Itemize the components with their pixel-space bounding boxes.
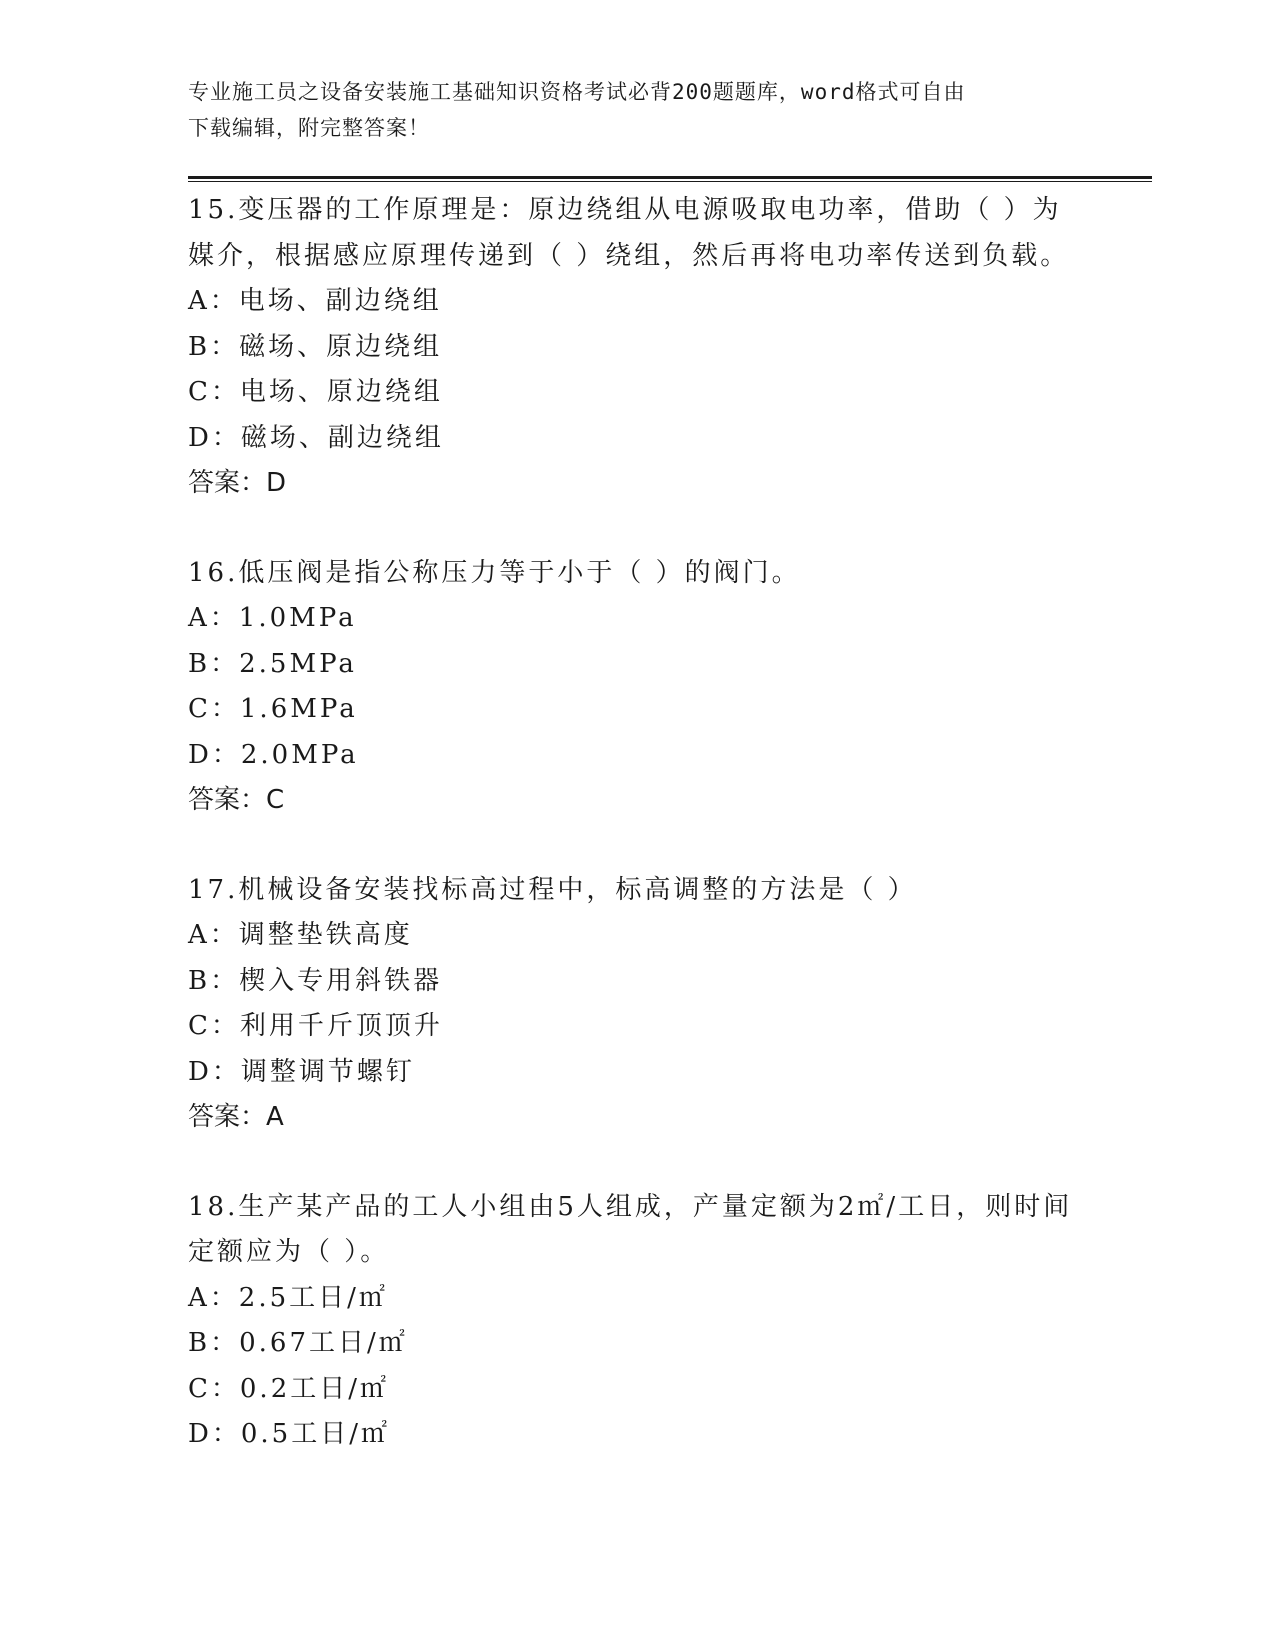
option-c: C：利用千斤顶顶升 — [188, 1011, 443, 1041]
option-a: A：1.0MPa — [188, 603, 357, 633]
question-spacer — [188, 507, 1088, 551]
question-list — [188, 188, 1088, 1458]
option-c: C：电场、原边绕组 — [188, 377, 443, 407]
question-18 — [188, 1185, 1088, 1458]
option-b: B：磁场、原边绕组 — [188, 331, 443, 362]
question-stem-line-1: 18.生产某产品的工人小组由5人组成，产量定额为2㎡/工日，则时间 — [188, 1191, 1073, 1222]
option-d: D：调整调节螺钉 — [188, 1056, 415, 1087]
answer-line: 答案：C — [188, 785, 285, 815]
question-stem-line-1: 16.低压阀是指公称压力等于小于（ ）的阀门。 — [188, 557, 801, 588]
option-d: D：2.0MPa — [188, 739, 359, 770]
option-c: C：0.2工日/㎡ — [188, 1373, 390, 1404]
header-divider-thin — [188, 181, 1152, 182]
document-header — [188, 74, 1068, 146]
header-title-line-2: 下载编辑，附完整答案！ — [188, 116, 430, 140]
answer-line: 答案：D — [188, 468, 287, 498]
question-spacer — [188, 824, 1088, 868]
option-d: D：0.5工日/㎡ — [188, 1419, 390, 1449]
question-stem-line-1: 17.机械设备安装找标高过程中，标高调整的方法是（ ） — [188, 874, 917, 905]
option-c: C：1.6MPa — [188, 694, 358, 724]
option-b: B：楔入专用斜铁器 — [188, 965, 443, 996]
question-17 — [188, 868, 1088, 1141]
question-spacer — [188, 1141, 1088, 1185]
question-stem-line-2: 媒介，根据感应原理传递到（ ）绕组，然后再将电功率传送到负载。 — [188, 240, 1070, 271]
header-title-line-1: 专业施工员之设备安装施工基础知识资格考试必背200题题库，word格式可自由 — [188, 80, 966, 104]
question-stem-line-1: 15.变压器的工作原理是：原边绕组从电源吸取电功率，借助（ ）为 — [188, 195, 1062, 225]
question-16 — [188, 551, 1088, 824]
option-d: D：磁场、副边绕组 — [188, 422, 444, 453]
question-15 — [188, 188, 1088, 507]
answer-line: 答案：A — [188, 1102, 284, 1132]
option-b: B：0.67工日/㎡ — [188, 1328, 408, 1358]
header-divider-thick — [188, 176, 1152, 179]
question-stem-line-2: 定额应为（ ）。 — [188, 1237, 390, 1267]
option-a: A：2.5工日/㎡ — [188, 1282, 388, 1313]
option-a: A：电场、副边绕组 — [188, 286, 442, 316]
option-b: B：2.5MPa — [188, 648, 357, 679]
option-a: A：调整垫铁高度 — [188, 920, 413, 950]
